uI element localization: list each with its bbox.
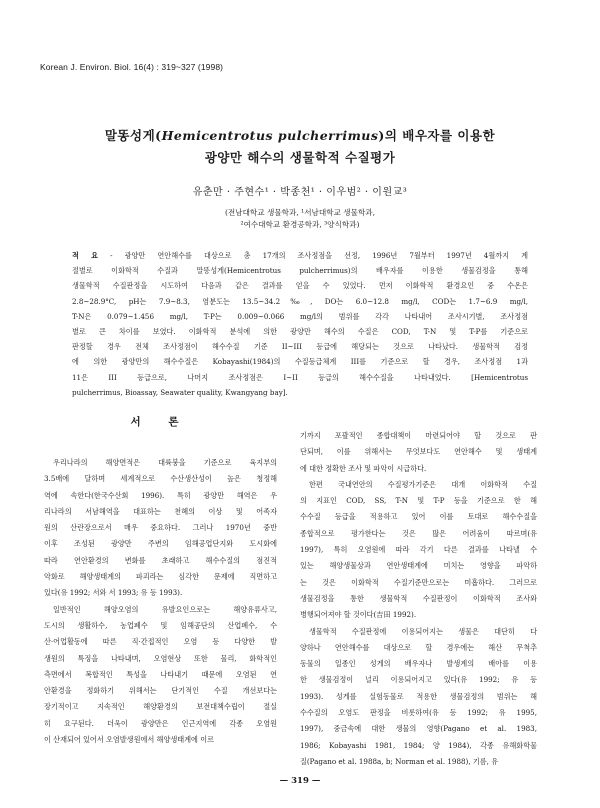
body-text-line: 있는 해양생물상과 연안생태계에 미치는 영향을 파악하 <box>300 561 537 571</box>
abstract-line: 절별로 이화학적 수질과 말똥성게(Hemicentrotus pulcherrimus)의 배우자를 이용한 생물검정을 통해 <box>72 266 528 276</box>
body-text-line: 3.5배에 달하며 세계적으로 수산생산성이 높은 청정해 <box>44 474 277 484</box>
body-text-line: 따라 연안환경의 변화를 초래하고 해수수질의 점진적 <box>44 555 277 565</box>
body-text-line: 리나라의 서남해역을 대표하는 천혜의 이상 및 어족자 <box>44 506 277 516</box>
abstract-label: 적 요 <box>72 251 99 260</box>
body-text-line: 장기적이고 지속적인 해양환경의 보전대책수립이 절실 <box>44 702 277 712</box>
body-left-column <box>44 455 277 748</box>
body-text-line: 수수질 등급을 적용하고 있어 이를 토대로 해수수질을 <box>300 512 537 522</box>
body-text-line: 원의 산란장으로서 매우 중요하다. 그러나 1970년 중반 <box>44 523 277 533</box>
paper-title-line2: 광양만 해수의 생물학적 수질평가 <box>204 150 396 165</box>
body-text-line: 생물학적 수질판정에 이용되어지는 생물은 대단히 다 <box>309 626 537 636</box>
body-text-line: 산·어업활동에 따른 직·간접적인 오염 등 다양한 발 <box>44 637 277 647</box>
body-text-line: 생물검정을 통한 생물학적 수질판정이 이화학적 조사와 <box>300 593 537 603</box>
body-text-line: 히 요구된다. 더욱이 광양만은 인근지역에 각종 오염원 <box>44 718 277 728</box>
page-number: — 319 — <box>279 776 321 786</box>
abstract-line: 적 요 - 광양만 연안해수를 대상으로 총 17개의 조사정점을 선정, 1996년 7월부터 1997년 4월까지 계 <box>72 251 528 260</box>
body-text-line: 이 산재되어 있어서 오염발생원에서 해양생태계에 이르 <box>44 735 214 745</box>
body-text-line: 안환경을 정화하기 위해서는 단기적인 수질 개선보다는 <box>44 686 277 696</box>
body-text-line: 역에 속한다(한국수산회 1996). 특히 광양만 해역은 우 <box>44 490 277 500</box>
abstract-line: pulcherrimus, Bioassay, Seawater quality, Kwangyang bay]. <box>72 387 288 397</box>
body-text-line: 1993). 성게를 실험동물로 적용한 생물검정의 범위는 해 <box>300 691 537 701</box>
body-right-column <box>300 428 537 770</box>
abstract-line: 판정할 경우 전체 조사정점이 해수수질 기준 II~III 등급에 해당되는 것으로 나타났다. 생물학적 검정 <box>72 342 528 352</box>
body-text-line: 측면에서 복합적인 특성을 나타내기 때문에 오염된 연 <box>44 669 277 679</box>
body-text-line: 는 것은 이화학적 수질기준만으로는 미흡하다. 그러므로 <box>300 577 537 587</box>
affiliation-line1: (전남대학교 생물학과, ¹서남대학교 생물학과, <box>224 208 376 217</box>
body-text-line: 1986; Kobayashi 1981, 1984; 양 1984), 각종 유해화학물 <box>300 740 537 750</box>
abstract-line: 2.8~28.9°C, pH는 7.9~8.3, 염분도는 13.5~34.2‰, DO는 6.0~12.8 mg/l, COD는 1.7~6.9 mg/l, <box>72 296 528 306</box>
body-text-line: 양하나 연안해수를 대상으로 할 경우에는 해산 무척추 <box>300 642 537 652</box>
title-post: )의 배우자를 이용한 <box>378 128 496 143</box>
body-text-line: 우리나라의 해양면적은 대륙붕을 기준으로 육지부의 <box>53 458 277 467</box>
body-text-line: 있다(유 1992; 서와 서 1993; 유 등 1993). <box>44 588 183 598</box>
abstract-line: T-N은 0.079~1.456 mg/l, T-P는 0.009~0.066 mg/l의 범위를 각각 나타내어 조사시기별, 조사정점 <box>72 311 528 321</box>
body-text-line: 생원의 특징을 나타내며, 오염현상 또한 물리, 화학적인 <box>44 653 277 663</box>
body-text-line: 동물의 일종인 성게의 배우자나 발생계의 배아를 이용 <box>300 659 537 669</box>
abstract-line: 생물학적 수질판정을 시도하여 다음과 같은 결과를 얻을 수 있었다. 먼저 이화학적 환경요인 중 수온은 <box>72 281 528 291</box>
abstract-line: 11은 III 등급으로, 나머지 조사정점은 I~II 등급의 해수수질을 나타내었다. [Hemicentrotus <box>72 372 528 382</box>
abstract-line: 별로 큰 차이를 보였다. 이화학적 분석에 의한 광양만 해수의 수질은 COD, T-N 및 T-P를 기준으로 <box>72 326 528 336</box>
body-text-line: 병행되어져야 할 것이다(吉田 1992). <box>300 610 417 620</box>
body-text-line: 질(Pagano et al. 1988a, b; Norman et al. 1988), 기름, 유 <box>300 756 499 766</box>
body-text-line: 1997), 중금속에 대한 생물의 영향(Pagano et al. 1983, <box>300 724 537 734</box>
body-text-line: 기까지 포괄적인 종합대책이 마련되어야 할 것으로 판 <box>300 431 537 440</box>
body-text-line: 한편 국내연안의 수질평가기준은 대개 이화학적 수질 <box>309 479 537 489</box>
title-latin-name: Hemicentrotus pulcherrimus <box>161 128 379 143</box>
body-text-line: 한 생물검정이 널리 이용되어지고 있다(유 1992; 유 등 <box>300 675 537 685</box>
abstract-block <box>72 248 528 400</box>
body-text-line: 일반적인 해양오염의 유발요인으로는 해양유류사고, <box>53 604 277 614</box>
body-text-line: 의 지표인 COD, SS, T-N 및 T-P 등을 기준으로 한 해 <box>300 496 537 506</box>
paper-title-line1 <box>0 126 600 144</box>
journal-header: Korean J. Environ. Biol. 16(4) : 319~327 (1998) <box>40 62 224 72</box>
abstract-line: 에 의한 광양만의 해수수질은 Kobayashi(1984)의 수질등급체계 III를 기준으로 할 경우, 조사정점 1과 <box>72 357 528 367</box>
section-heading-introduction: 서 론 <box>130 416 191 428</box>
body-text-line: 악화로 해양생태계의 파괴라는 심각한 문제에 직면하고 <box>44 572 277 582</box>
body-text-line: 단되며, 이를 위해서는 무엇보다도 연안해수 및 생태계 <box>300 447 537 457</box>
author-list: 유춘만 · 주현수¹ · 박종천¹ · 이우범² · 이원교³ <box>192 187 408 198</box>
body-text-line: 도시의 생활하수, 농업폐수 및 임해공단의 산업폐수, 수 <box>44 620 277 630</box>
body-text-line: 이후 조성된 광양만 주변의 임해공업단지와 도시화에 <box>44 539 277 549</box>
body-text-line: 1997), 특히 오염원에 따라 각기 다른 결과를 나타낼 수 <box>300 545 537 555</box>
affiliation-line2: ²여수대학교 환경공학과, ³양식학과) <box>240 220 360 229</box>
body-text-line: 종합적으로 평가한다는 것은 많은 어려움이 따르며(유 <box>300 528 537 538</box>
title-pre: 말똥성게( <box>104 128 162 143</box>
body-text-line: 에 대한 정확한 조사 및 파악이 시급하다. <box>300 463 427 473</box>
body-text-line: 수수질의 오염도 판정을 비롯하여(유 등 1992; 유 1995, <box>300 708 537 718</box>
